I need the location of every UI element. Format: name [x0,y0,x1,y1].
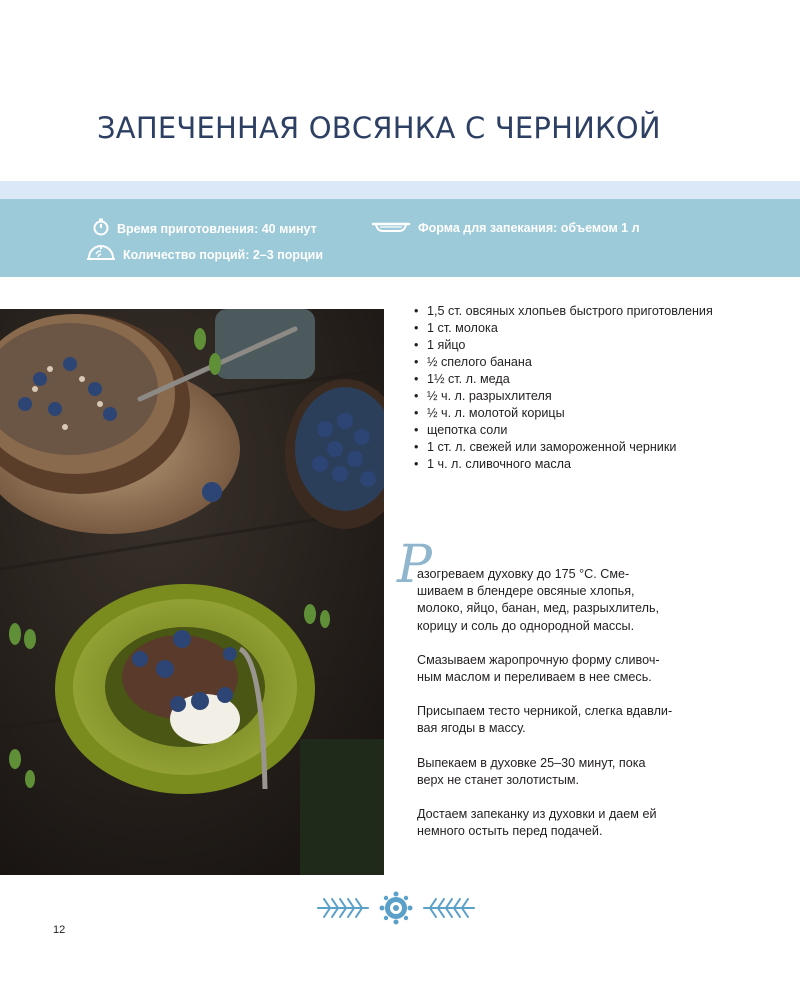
drop-cap: Р [397,535,432,595]
ingredient-item: • 1½ ст. л. меда [414,371,714,388]
ingredient-item: • ½ ч. л. молотой корицы [414,405,714,422]
page-number: 12 [53,924,66,936]
baking-dish [371,218,640,237]
page-title: ЗАПЕЧЕННАЯ ОВСЯНКА С ЧЕРНИКОЙ [97,111,661,145]
step-1: азогреваем духовку до 175 °С. Сме- шиваем в блендере овсяные хлопья, молоко, яйцо, банан, мед, разрыхлитель, корицу и соль до однородной массы. [417,567,660,633]
ingredient-item: • 1 ст. молока [414,320,714,337]
ingredient-item: • щепотка соли [414,422,714,439]
ingredient-item: • ½ ч. л. разрыхлителя [414,388,714,405]
snowflake-ornament-icon [316,891,476,930]
ingredient-item: • 1 яйцо [414,337,714,354]
step-4: Выпекаем в духовке 25–30 минут, пока верх не станет золотистым. [417,755,646,787]
prep-time-text: Время приготовления: 40 минут [117,221,317,236]
prep-time [92,218,317,239]
step-5: Достаем запеканку из духовки и даем ей немного остыть перед подачей. [417,807,657,839]
recipe-photo [0,309,384,875]
servings [86,245,323,264]
stopwatch-icon [92,218,110,239]
ingredient-item: • 1 ч. л. сливочного масла [414,456,714,473]
ingredient-item: • 1 ст. л. свежей или замороженной черники [414,439,714,456]
ingredient-item: • ½ спелого банана [414,354,714,371]
baking-dish-text: Форма для запекания: объемом 1 л [418,220,640,235]
ingredient-item: • 1,5 ст. овсяных хлопьев быстрого приготовления [414,303,714,320]
serving-dish-icon [86,245,116,264]
baking-dish-icon [371,218,411,237]
step-2: Смазываем жаропрочную форму сливоч- ным маслом и переливаем в нее смесь. [417,652,660,685]
step-3: Присыпаем тесто черникой, слегка вдавли- вая ягоды в массу. [417,704,673,736]
servings-text: Количество порций: 2–3 порции [123,247,324,262]
method-steps [417,566,717,857]
header-band-light [0,181,800,199]
ingredient-list [414,303,714,473]
